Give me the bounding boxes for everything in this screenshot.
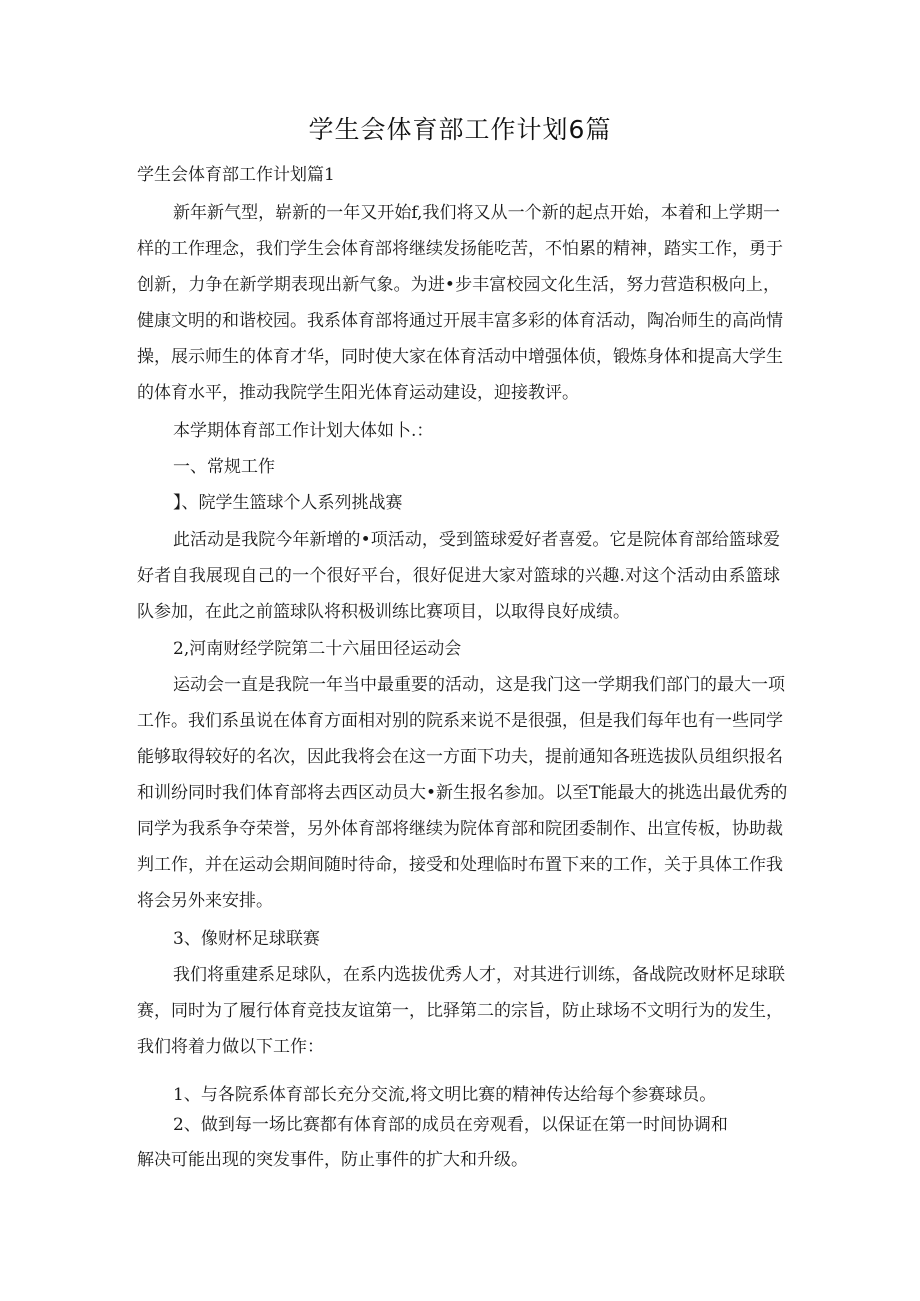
paragraph-line: 工作。我们系虽说在体育方面相对别的院系来说不是很强，但是我们每年也有一些同学 xyxy=(137,711,783,731)
paragraph-line: 我们将着力做以下工作： xyxy=(137,1037,324,1057)
paragraph-line: 创新，力争在新学期表现出新气象。为进•步丰富校园文化生活，努力营造积极向上， xyxy=(137,275,780,295)
paragraph-line: 和训纷同时我们体育部将去西区动员大•新生报名参加。以至T能最大的挑选出最优秀的 xyxy=(137,783,788,803)
paragraph-line: 队参加，在此之前篮球队将积极训练比赛项目，以取得良好成绩。 xyxy=(137,602,630,622)
paragraph-line: 判工作，并在运动会期间随时待命，接受和处理临时布置下来的工作，关于具体工作我 xyxy=(137,855,783,875)
paragraph-line: 赛，同时为了履行体育竞技友谊第一，比驿第二的宗旨，防止球场不文明行为的发生， xyxy=(137,1001,783,1021)
section-heading: 学生会体育部工作计划篇1 xyxy=(137,165,335,185)
paragraph-line: 本学期体育部工作计划大体如卜.： xyxy=(173,421,434,441)
paragraph-line: 我们将重建系足球队，在系内选拔优秀人才，对其进行训练，备战院改财杯足球联 xyxy=(173,965,785,985)
list-item: 2、做到每一场比赛都有体育部的成员在旁观看，以保证在第一时间协调和 xyxy=(173,1115,728,1135)
list-heading: 3、像财杯足球联赛 xyxy=(173,929,320,949)
paragraph-line: 样的工作理念，我们学生会体育部将继续发扬能吃苦，不怕累的精神，踏实工作，勇于 xyxy=(137,239,783,259)
paragraph-line: 运动会一直是我院一年当中最重要的活动，这是我门这一学期我们部门的最大一项 xyxy=(173,675,785,695)
paragraph-line: 同学为我系争夺荣誉，另外体育部将继续为院体育部和院团委制作、出宣传板，协助裁 xyxy=(137,819,783,839)
list-item: 1、与各院系体育部长充分交流,将文明比赛的精神传达给每个参赛球员。 xyxy=(173,1085,717,1105)
paragraph-line: 健康文明的和谐校园。我系体育部将通过开展丰富多彩的体育活动，陶冶师生的高尚情 xyxy=(137,311,783,331)
paragraph-line: 解决可能出现的突发事件，防止事件的扩大和升级。 xyxy=(137,1150,528,1170)
paragraph-line: 好者自我展现自己的一个很好平台，很好促进大家对篮球的兴趣.对这个活动由系篮球 xyxy=(137,566,780,586)
paragraph-line: 能够取得较好的名次，因此我将会在这一方面下功夫，提前通知各班选拔队员组织报名 xyxy=(137,747,783,767)
paragraph-line: 将会另外来安排。 xyxy=(137,891,273,911)
list-heading: 一、常规工作 xyxy=(173,457,275,477)
document-title: 学生会体育部工作计划6篇 xyxy=(308,115,612,144)
paragraph-line: 的体育水平，推动我院学生阳光体育运动建设，迎接教评。 xyxy=(137,383,579,403)
paragraph-line: 新年新气型，崭新的一年又开始f,我们将又从一个新的起点开始，本着和上学期一 xyxy=(173,203,780,223)
list-heading: 】、院学生篮球个人系列挑战赛 xyxy=(173,493,403,513)
list-heading: 2,河南财经学院第二十六届田径运动会 xyxy=(173,639,462,659)
paragraph-line: 操，展示师生的体育才华，同时使大家在体育活动中增强体侦，锻炼身体和提高大学生 xyxy=(137,347,783,367)
paragraph-line: 此活动是我院今年新增的•项活动，受到篮球爱好者喜爱。它是院体育部给篮球爱 xyxy=(173,530,780,550)
